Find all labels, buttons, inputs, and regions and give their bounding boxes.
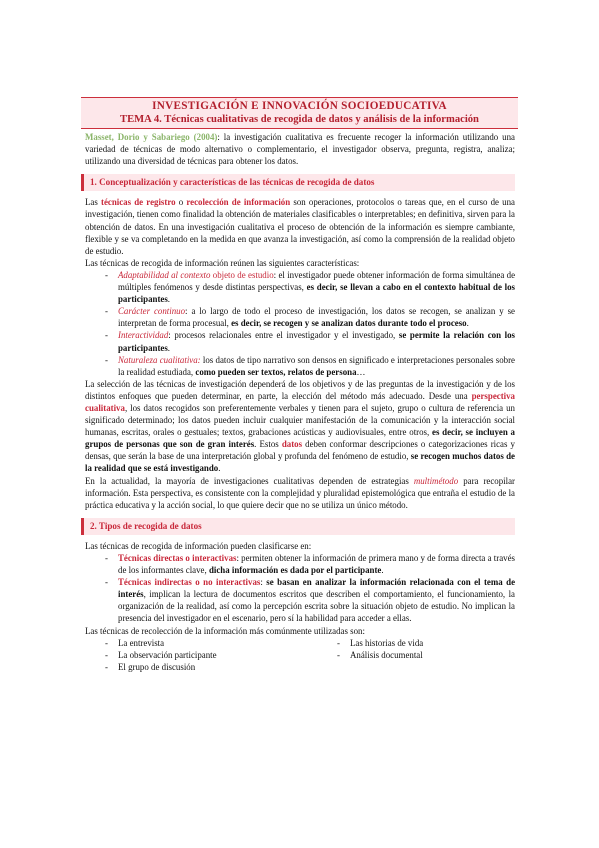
section-1-paragraph-3: La selección de las técnicas de investigación dependerá de los objetivos y de las preguntas de la investigación y de los distintos enfoques que pueden determinar, en parte, la elección del método más adecuado. Desde una perspectiva cualitativa, los datos recogidos son preferentemente verbales y tienen para el sujeto, grupo o cultura de referencia un significado determinado; los datos pueden incluir cualquier manifestación de la comunicación y la interacción social humanas, escritas, orales o gestuales; textos, grabaciones acústicas y audiovisuales, entre otros, es decir, se incluyen a grupos de personas que son de gran interés. Estos datos deben conformar descripciones o categorizaciones ricas y densas, que serán la base de una interpretación global y profunda del fenómeno de estudio, se recogen muchos datos de la realidad que se está investigando. bbox=[85, 378, 515, 474]
list-item: - Interactividad: procesos relacionales entre el investigador y el investigado, se permite la relación con los participantes. bbox=[105, 330, 515, 353]
list-item: - Las historias de vida bbox=[337, 637, 424, 648]
author-citation: Masset, Dorio y Sabariego (2004) bbox=[85, 132, 218, 142]
document-header bbox=[81, 97, 518, 129]
intro-paragraph: Masset, Dorio y Sabariego (2004): la investigación cualitativa es frecuente recoger la información utilizando una variedad de técnicas de modo alternativo o complementario, el investigador observa, pregunta, registra, analiza; utilizando una diversidad de técnicas para obtener los datos. bbox=[85, 132, 515, 167]
section-1-paragraph-1: Las técnicas de registro o recolección de información son operaciones, protocolos o tareas que, en el curso de una investigación, tienen como finalidad la obtención de materiales clasificables o interpretables; en definitiva, sirven para la obtención de datos. En una investigación cualitativa el proceso de obtención de la información es siempre cambiante, flexible y se va completando en la medida en que avanza la investigación, así como la comprensión de la realidad objeto de estudio. bbox=[85, 197, 515, 256]
list-item: - Naturaleza cualitativa: los datos de tipo narrativo son densos en significado e interpretaciones personales sobre la realidad estudiada, como pueden ser textos, relatos de persona… bbox=[105, 354, 515, 377]
section-1-paragraph-2: Las técnicas de recogida de información reúnen las siguientes características: bbox=[85, 257, 360, 268]
list-item: - Técnicas indirectas o no interactivas: se basan en analizar la información relacionada con el tema de interés, implican la lectura de documentos escritos que describen el comportamiento, el funcionamiento, la organización de la realidad, así como la percepción escrita sobre la situación objeto de estudio. No implican la presencia del investigador en el escenario, pero sí la habilidad para acceder a ellas. bbox=[105, 577, 516, 624]
document-body bbox=[85, 131, 515, 673]
list-item: - La entrevista bbox=[105, 637, 165, 648]
list-item: - El grupo de discusión bbox=[105, 661, 196, 672]
techniques-columns bbox=[85, 637, 515, 673]
section-1-heading: 1. Conceptualización y características de las técnicas de recogida de datos bbox=[81, 174, 515, 191]
list-item: - La observación participante bbox=[105, 649, 217, 660]
course-title: INVESTIGACIÓN E INNOVACIÓN SOCIOEDUCATIVA bbox=[152, 100, 447, 112]
list-item: - Carácter continuo: a lo largo de todo el proceso de investigación, los datos se recogen, se analizan y se interpretan de forma procesual, es decir, se recogen y se analizan datos durante todo el proceso. bbox=[105, 306, 515, 329]
section-1-paragraph-4: En la actualidad, la mayoría de investigaciones cualitativas dependen de estrategias multimétodo para recopilar información. Esta perspectiva, es consistente con la complejidad y pluralidad epistemológica que entraña el estudio de la práctica educativa y la acción social, lo que quiere decir que no se utiliza un único método. bbox=[85, 475, 515, 510]
techniques-list-right bbox=[317, 637, 497, 673]
list-item: - Técnicas directas o interactivas: permiten obtener la información de primera mano y de forma directa a través de los informantes clave, dicha información es dada por el participante. bbox=[105, 553, 515, 576]
technique-types-list bbox=[85, 552, 515, 625]
characteristics-list bbox=[85, 269, 515, 378]
list-item: - Análisis documental bbox=[337, 649, 423, 660]
list-item: - Adaptabilidad al contexto objeto de estudio: el investigador puede obtener información de forma simultánea de múltiples fenómenos y desde distintas perspectivas, es decir, se llevan a cabo en el contexto habitual de los participantes. bbox=[105, 269, 516, 305]
techniques-list-left bbox=[85, 637, 317, 673]
section-2-paragraph-1: Las técnicas de recogida de información pueden clasificarse en: bbox=[85, 540, 312, 551]
topic-title: TEMA 4. Técnicas cualitativas de recogida de datos y análisis de la información bbox=[120, 114, 479, 125]
section-2-paragraph-2: Las técnicas de recolección de la información más comúnmente utilizadas son: bbox=[85, 625, 365, 636]
section-2-heading: 2. Tipos de recogida de datos bbox=[81, 518, 515, 535]
